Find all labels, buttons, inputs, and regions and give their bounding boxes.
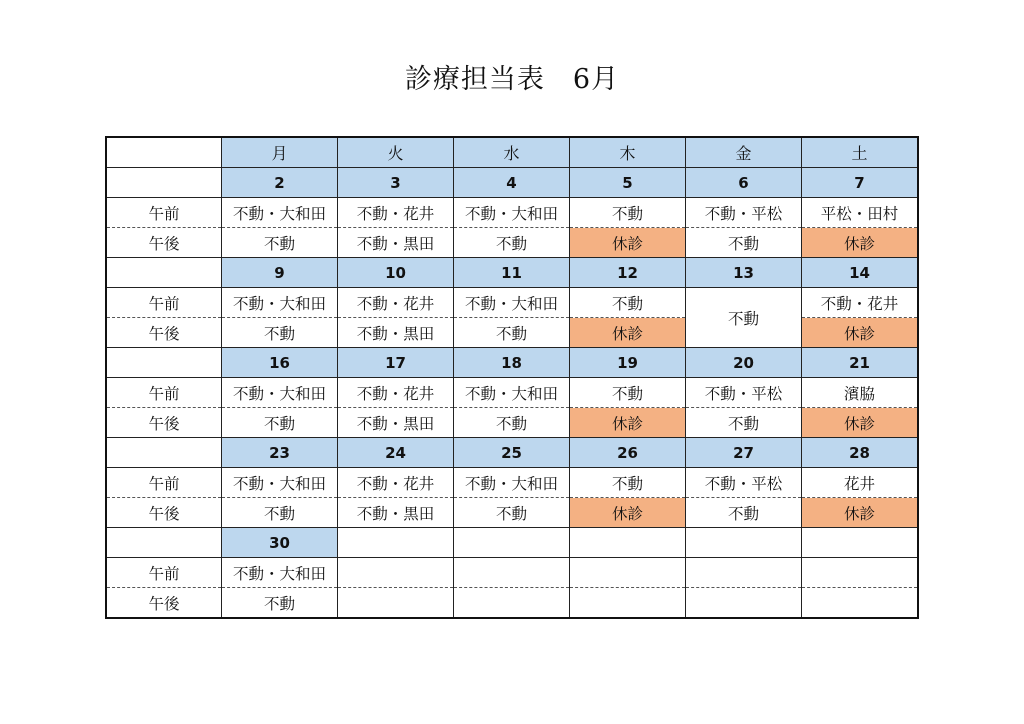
afternoon-row bbox=[106, 228, 918, 258]
afternoon-cell: 不動 bbox=[686, 228, 802, 258]
afternoon-cell bbox=[802, 588, 919, 619]
afternoon-cell: 不動・黒田 bbox=[338, 498, 454, 528]
afternoon-cell: 休診 bbox=[570, 318, 686, 348]
date-cell: 9 bbox=[222, 258, 338, 288]
morning-cell: 花井 bbox=[802, 468, 919, 498]
afternoon-cell: 不動 bbox=[454, 408, 570, 438]
date-row bbox=[106, 348, 918, 378]
afternoon-label: 午後 bbox=[106, 408, 222, 438]
date-cell: 13 bbox=[686, 258, 802, 288]
morning-cell bbox=[686, 558, 802, 588]
date-cell: 12 bbox=[570, 258, 686, 288]
afternoon-cell: 休診 bbox=[570, 408, 686, 438]
date-row-label bbox=[106, 438, 222, 468]
morning-cell: 不動・花井 bbox=[338, 378, 454, 408]
afternoon-cell: 不動・黒田 bbox=[338, 318, 454, 348]
morning-cell: 濱脇 bbox=[802, 378, 919, 408]
morning-cell: 不動・大和田 bbox=[222, 468, 338, 498]
date-cell: 19 bbox=[570, 348, 686, 378]
date-cell: 6 bbox=[686, 168, 802, 198]
date-cell: 23 bbox=[222, 438, 338, 468]
morning-cell: 不動・大和田 bbox=[454, 198, 570, 228]
morning-cell: 不動・大和田 bbox=[454, 468, 570, 498]
date-cell: 14 bbox=[802, 258, 919, 288]
afternoon-label: 午後 bbox=[106, 318, 222, 348]
weekday-header: 土 bbox=[802, 137, 919, 168]
morning-cell: 不動・大和田 bbox=[222, 288, 338, 318]
date-cell: 20 bbox=[686, 348, 802, 378]
morning-cell bbox=[802, 558, 919, 588]
date-cell: 5 bbox=[570, 168, 686, 198]
afternoon-cell bbox=[686, 588, 802, 619]
date-cell: 30 bbox=[222, 528, 338, 558]
afternoon-cell: 休診 bbox=[802, 228, 919, 258]
morning-cell: 不動・花井 bbox=[338, 468, 454, 498]
morning-label: 午前 bbox=[106, 378, 222, 408]
date-cell: 25 bbox=[454, 438, 570, 468]
date-cell bbox=[454, 528, 570, 558]
date-cell bbox=[338, 528, 454, 558]
morning-cell: 不動・平松 bbox=[686, 468, 802, 498]
date-cell bbox=[686, 528, 802, 558]
morning-row bbox=[106, 378, 918, 408]
afternoon-cell bbox=[338, 588, 454, 619]
afternoon-cell: 不動・黒田 bbox=[338, 228, 454, 258]
date-row bbox=[106, 258, 918, 288]
weekday-header: 水 bbox=[454, 137, 570, 168]
afternoon-cell bbox=[454, 588, 570, 619]
morning-cell: 不動・平松 bbox=[686, 378, 802, 408]
date-cell: 17 bbox=[338, 348, 454, 378]
date-cell: 4 bbox=[454, 168, 570, 198]
afternoon-cell: 不動 bbox=[222, 408, 338, 438]
afternoon-cell: 不動 bbox=[454, 228, 570, 258]
morning-cell: 不動・大和田 bbox=[222, 198, 338, 228]
date-row-label bbox=[106, 348, 222, 378]
schedule-body bbox=[106, 137, 918, 618]
afternoon-cell: 不動 bbox=[454, 318, 570, 348]
page-title: 診療担当表 6月 bbox=[404, 64, 620, 95]
date-cell: 7 bbox=[802, 168, 919, 198]
morning-label: 午前 bbox=[106, 198, 222, 228]
afternoon-cell: 休診 bbox=[802, 318, 919, 348]
date-cell bbox=[802, 528, 919, 558]
weekday-header: 金 bbox=[686, 137, 802, 168]
weekday-header-row bbox=[106, 137, 918, 168]
afternoon-label: 午後 bbox=[106, 588, 222, 619]
weekday-header: 木 bbox=[570, 137, 686, 168]
morning-cell: 不動・大和田 bbox=[454, 288, 570, 318]
date-cell bbox=[570, 528, 686, 558]
date-row-label bbox=[106, 258, 222, 288]
morning-cell: 不動・大和田 bbox=[222, 378, 338, 408]
morning-label: 午前 bbox=[106, 288, 222, 318]
morning-row bbox=[106, 288, 918, 318]
morning-row bbox=[106, 468, 918, 498]
weekday-header: 火 bbox=[338, 137, 454, 168]
afternoon-cell: 休診 bbox=[570, 498, 686, 528]
morning-cell: 不動 bbox=[570, 378, 686, 408]
date-row-label bbox=[106, 168, 222, 198]
date-cell: 24 bbox=[338, 438, 454, 468]
morning-cell bbox=[454, 558, 570, 588]
afternoon-cell: 不動 bbox=[686, 498, 802, 528]
afternoon-row bbox=[106, 588, 918, 619]
afternoon-cell: 不動 bbox=[454, 498, 570, 528]
date-cell: 27 bbox=[686, 438, 802, 468]
afternoon-cell: 不動 bbox=[222, 318, 338, 348]
afternoon-row bbox=[106, 498, 918, 528]
afternoon-row bbox=[106, 408, 918, 438]
afternoon-cell: 不動 bbox=[222, 498, 338, 528]
date-row-label bbox=[106, 528, 222, 558]
date-row bbox=[106, 168, 918, 198]
date-cell: 26 bbox=[570, 438, 686, 468]
morning-cell bbox=[338, 558, 454, 588]
morning-row bbox=[106, 198, 918, 228]
afternoon-cell: 不動 bbox=[686, 408, 802, 438]
afternoon-cell: 休診 bbox=[802, 408, 919, 438]
afternoon-cell bbox=[570, 588, 686, 619]
date-cell: 18 bbox=[454, 348, 570, 378]
date-row bbox=[106, 438, 918, 468]
date-row bbox=[106, 528, 918, 558]
date-cell: 16 bbox=[222, 348, 338, 378]
afternoon-cell: 不動 bbox=[222, 588, 338, 619]
morning-cell: 不動・大和田 bbox=[454, 378, 570, 408]
date-cell: 10 bbox=[338, 258, 454, 288]
afternoon-label: 午後 bbox=[106, 228, 222, 258]
weekday-header: 月 bbox=[222, 137, 338, 168]
morning-cell: 不動・花井 bbox=[338, 198, 454, 228]
morning-cell: 不動・花井 bbox=[338, 288, 454, 318]
corner-cell bbox=[106, 137, 222, 168]
afternoon-cell: 休診 bbox=[802, 498, 919, 528]
morning-cell: 不動・大和田 bbox=[222, 558, 338, 588]
morning-label: 午前 bbox=[106, 468, 222, 498]
afternoon-cell: 不動・黒田 bbox=[338, 408, 454, 438]
date-cell: 2 bbox=[222, 168, 338, 198]
afternoon-cell: 不動 bbox=[222, 228, 338, 258]
morning-label: 午前 bbox=[106, 558, 222, 588]
morning-cell bbox=[570, 558, 686, 588]
morning-cell: 不動・花井 bbox=[802, 288, 919, 318]
date-cell: 28 bbox=[802, 438, 919, 468]
schedule-table bbox=[105, 136, 919, 619]
morning-cell: 不動 bbox=[570, 468, 686, 498]
morning-row bbox=[106, 558, 918, 588]
date-cell: 21 bbox=[802, 348, 919, 378]
morning-cell: 不動 bbox=[570, 198, 686, 228]
morning-cell: 不動 bbox=[570, 288, 686, 318]
afternoon-cell: 休診 bbox=[570, 228, 686, 258]
morning-cell: 不動 bbox=[686, 288, 802, 348]
morning-cell: 平松・田村 bbox=[802, 198, 919, 228]
afternoon-label: 午後 bbox=[106, 498, 222, 528]
date-cell: 3 bbox=[338, 168, 454, 198]
date-cell: 11 bbox=[454, 258, 570, 288]
morning-cell: 不動・平松 bbox=[686, 198, 802, 228]
